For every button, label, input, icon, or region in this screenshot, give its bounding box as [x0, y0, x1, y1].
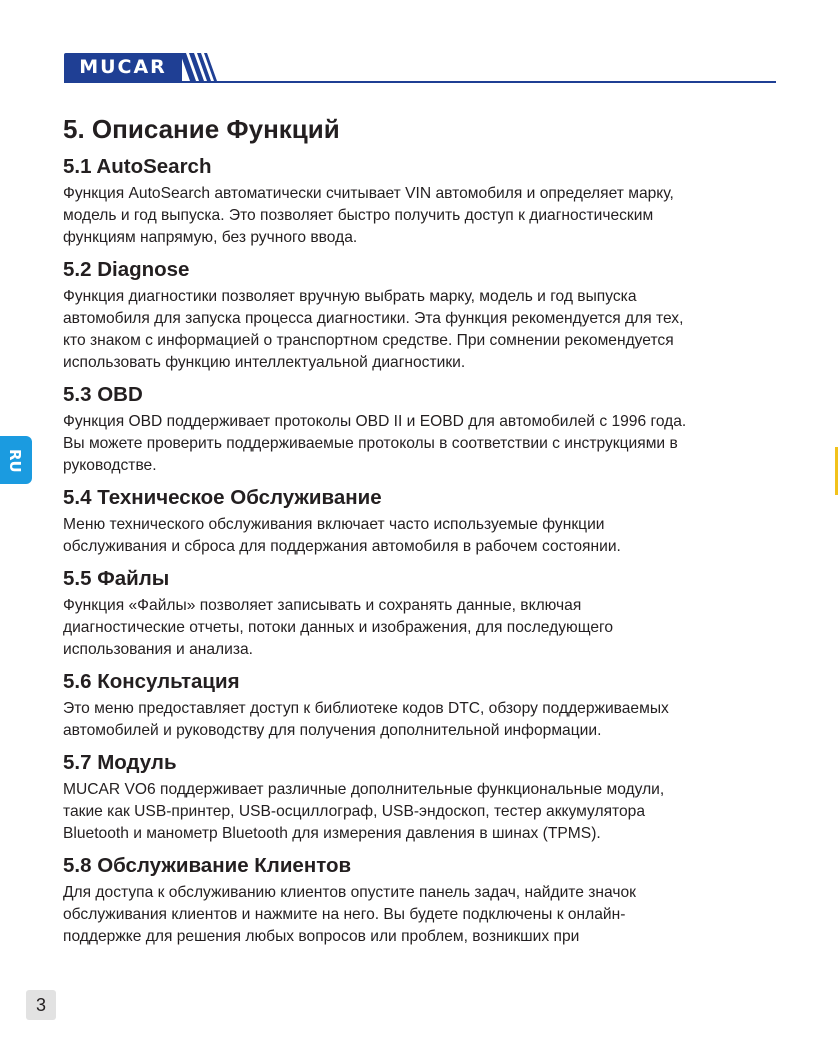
edge-marker — [835, 447, 838, 495]
section-consultation — [63, 668, 783, 742]
language-tab — [0, 436, 32, 484]
section-body: Меню технического обслуживания включает часто используемые функции обслуживания и сброса для поддержания автомобиля в рабочем состоянии. — [63, 516, 621, 555]
section-title: 5.5 Файлы — [63, 567, 170, 590]
section-obd — [63, 381, 783, 477]
header-divider — [64, 81, 776, 83]
section-diagnose — [63, 256, 783, 374]
language-label: RU — [6, 449, 24, 473]
page-content — [63, 112, 783, 948]
section-customer-service — [63, 852, 783, 948]
section-title: 5.4 Техническое Обслуживание — [63, 486, 382, 509]
brand-logo — [64, 53, 182, 81]
section-title: 5.2 Diagnose — [63, 258, 190, 281]
page-header — [64, 51, 776, 83]
section-module — [63, 749, 783, 845]
section-title: 5.8 Обслуживание Клиентов — [63, 854, 352, 877]
logo-stripes-icon — [180, 51, 222, 81]
section-body: Функция диагностики позволяет вручную выбрать марку, модель и год выпуска автомобиля для запуска процесса диагностики. Эта функция рекомендуется для тех, кто знаком с информацией о транспортном средстве. При сомнении рекомендуется использовать функцию интеллектуальной диагностики. — [63, 288, 684, 371]
section-title: 5.3 OBD — [63, 383, 143, 406]
section-title: 5.7 Модуль — [63, 751, 177, 774]
section-body: Это меню предоставляет доступ к библиотеке кодов DTC, обзору поддерживаемых автомобилей и руководству для получения дополнительной информации. — [63, 700, 669, 739]
section-maintenance — [63, 484, 783, 558]
section-body: MUCAR VO6 поддерживает различные дополнительные функциональные модули, такие как USB-принтер, USB-осциллограф, USB-эндоскоп, тестер аккумулятора Bluetooth и манометр Bluetooth для измерения давления в шинах (TPMS). — [63, 781, 665, 842]
section-title: 5.1 AutoSearch — [63, 155, 212, 178]
brand-logo-text: MUCAR — [79, 56, 167, 78]
section-title: 5.6 Консультация — [63, 670, 240, 693]
section-body: Функция OBD поддерживает протоколы OBD II и EOBD для автомобилей с 1996 года. Вы можете проверить поддерживаемые протоколы в соответствии с инструкциями в руководстве. — [63, 413, 687, 474]
page-number: 3 — [26, 990, 56, 1020]
section-files — [63, 565, 783, 661]
page-title: 5. Описание Функций — [63, 114, 340, 144]
section-body: Функция «Файлы» позволяет записывать и сохранять данные, включая диагностические отчеты, потоки данных и изображения, для последующего использования и анализа. — [63, 597, 614, 658]
section-autosearch — [63, 153, 783, 249]
section-body: Функция AutoSearch автоматически считывает VIN автомобиля и определяет марку, модель и год выпуска. Это позволяет быстро получить доступ к диагностическим функциям напрямую, без ручного ввода. — [63, 185, 674, 246]
section-body: Для доступа к обслуживанию клиентов опустите панель задач, найдите значок обслуживания клиентов и нажмите на него. Вы будете подключены к онлайн- поддержке для решения любых вопросов или проблем, возникших при — [63, 884, 636, 945]
